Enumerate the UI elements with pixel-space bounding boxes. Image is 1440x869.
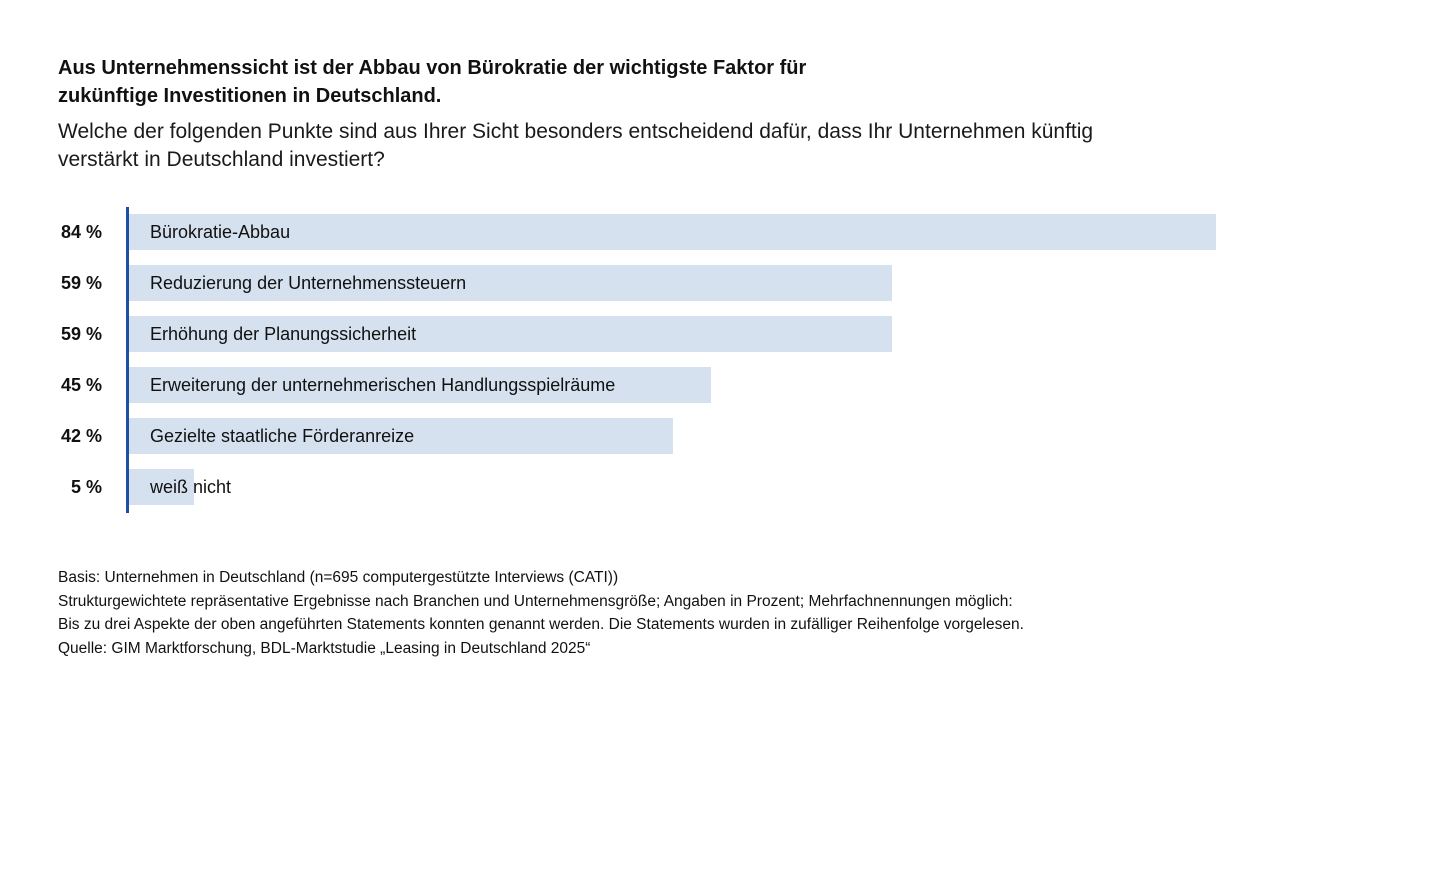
chart-title-line-2: zukünftige Investitionen in Deutschland.	[58, 85, 442, 107]
bar-value-label: 5 %	[70, 477, 102, 497]
bar-category-label: Reduzierung der Unternehmenssteuern	[150, 273, 467, 293]
bar-category-label: Gezielte staatliche Förderanreize	[150, 426, 415, 446]
chart-title-line-1: Aus Unternehmenssicht ist der Abbau von Bürokratie der wichtigste Faktor für	[58, 57, 807, 79]
chart-axis-line	[126, 207, 129, 513]
footnote-method: Bis zu drei Aspekte der oben angeführten Statements konnten genannt werden. Die Statements wurden in zufälliger Reihenfolge vorgelesen.	[58, 616, 1024, 633]
chart-subtitle-line-1: Welche der folgenden Punkte sind aus Ihrer Sicht besonders entscheidend dafür, dass Ihr Unternehmen künftig	[58, 120, 1094, 143]
footnote-weighting: Strukturgewichtete repräsentative Ergebnisse nach Branchen und Unternehmensgröße; Angaben in Prozent; Mehrfachnennungen möglich:	[58, 592, 1013, 610]
bar-category-label: Erweiterung der unternehmerischen Handlungsspielräume	[150, 375, 616, 395]
bar-value-label: 42 %	[60, 426, 102, 446]
chart-subtitle-line-2: verstärkt in Deutschland investiert?	[58, 148, 385, 171]
bar	[129, 214, 1216, 250]
bar-category-label: Erhöhung der Planungssicherheit	[150, 324, 417, 344]
bar-value-label: 45 %	[60, 375, 102, 395]
bar-value-label: 59 %	[60, 324, 102, 344]
bar-chart	[0, 207, 1440, 513]
chart-title	[58, 54, 958, 110]
bar-category-label: weiß nicht	[150, 477, 232, 497]
footnote-basis: Basis: Unternehmen in Deutschland (n=695 computergestützte Interviews (CATI))	[58, 569, 619, 586]
chart-subtitle	[58, 118, 1158, 174]
bar-category-label: Bürokratie-Abbau	[150, 222, 291, 242]
chart-footnotes	[58, 566, 1258, 660]
bar-value-label: 84 %	[60, 222, 102, 242]
bar-value-label: 59 %	[60, 273, 102, 293]
footnote-source: Quelle: GIM Marktforschung, BDL-Marktstudie „Leasing in Deutschland 2025“	[58, 639, 591, 657]
